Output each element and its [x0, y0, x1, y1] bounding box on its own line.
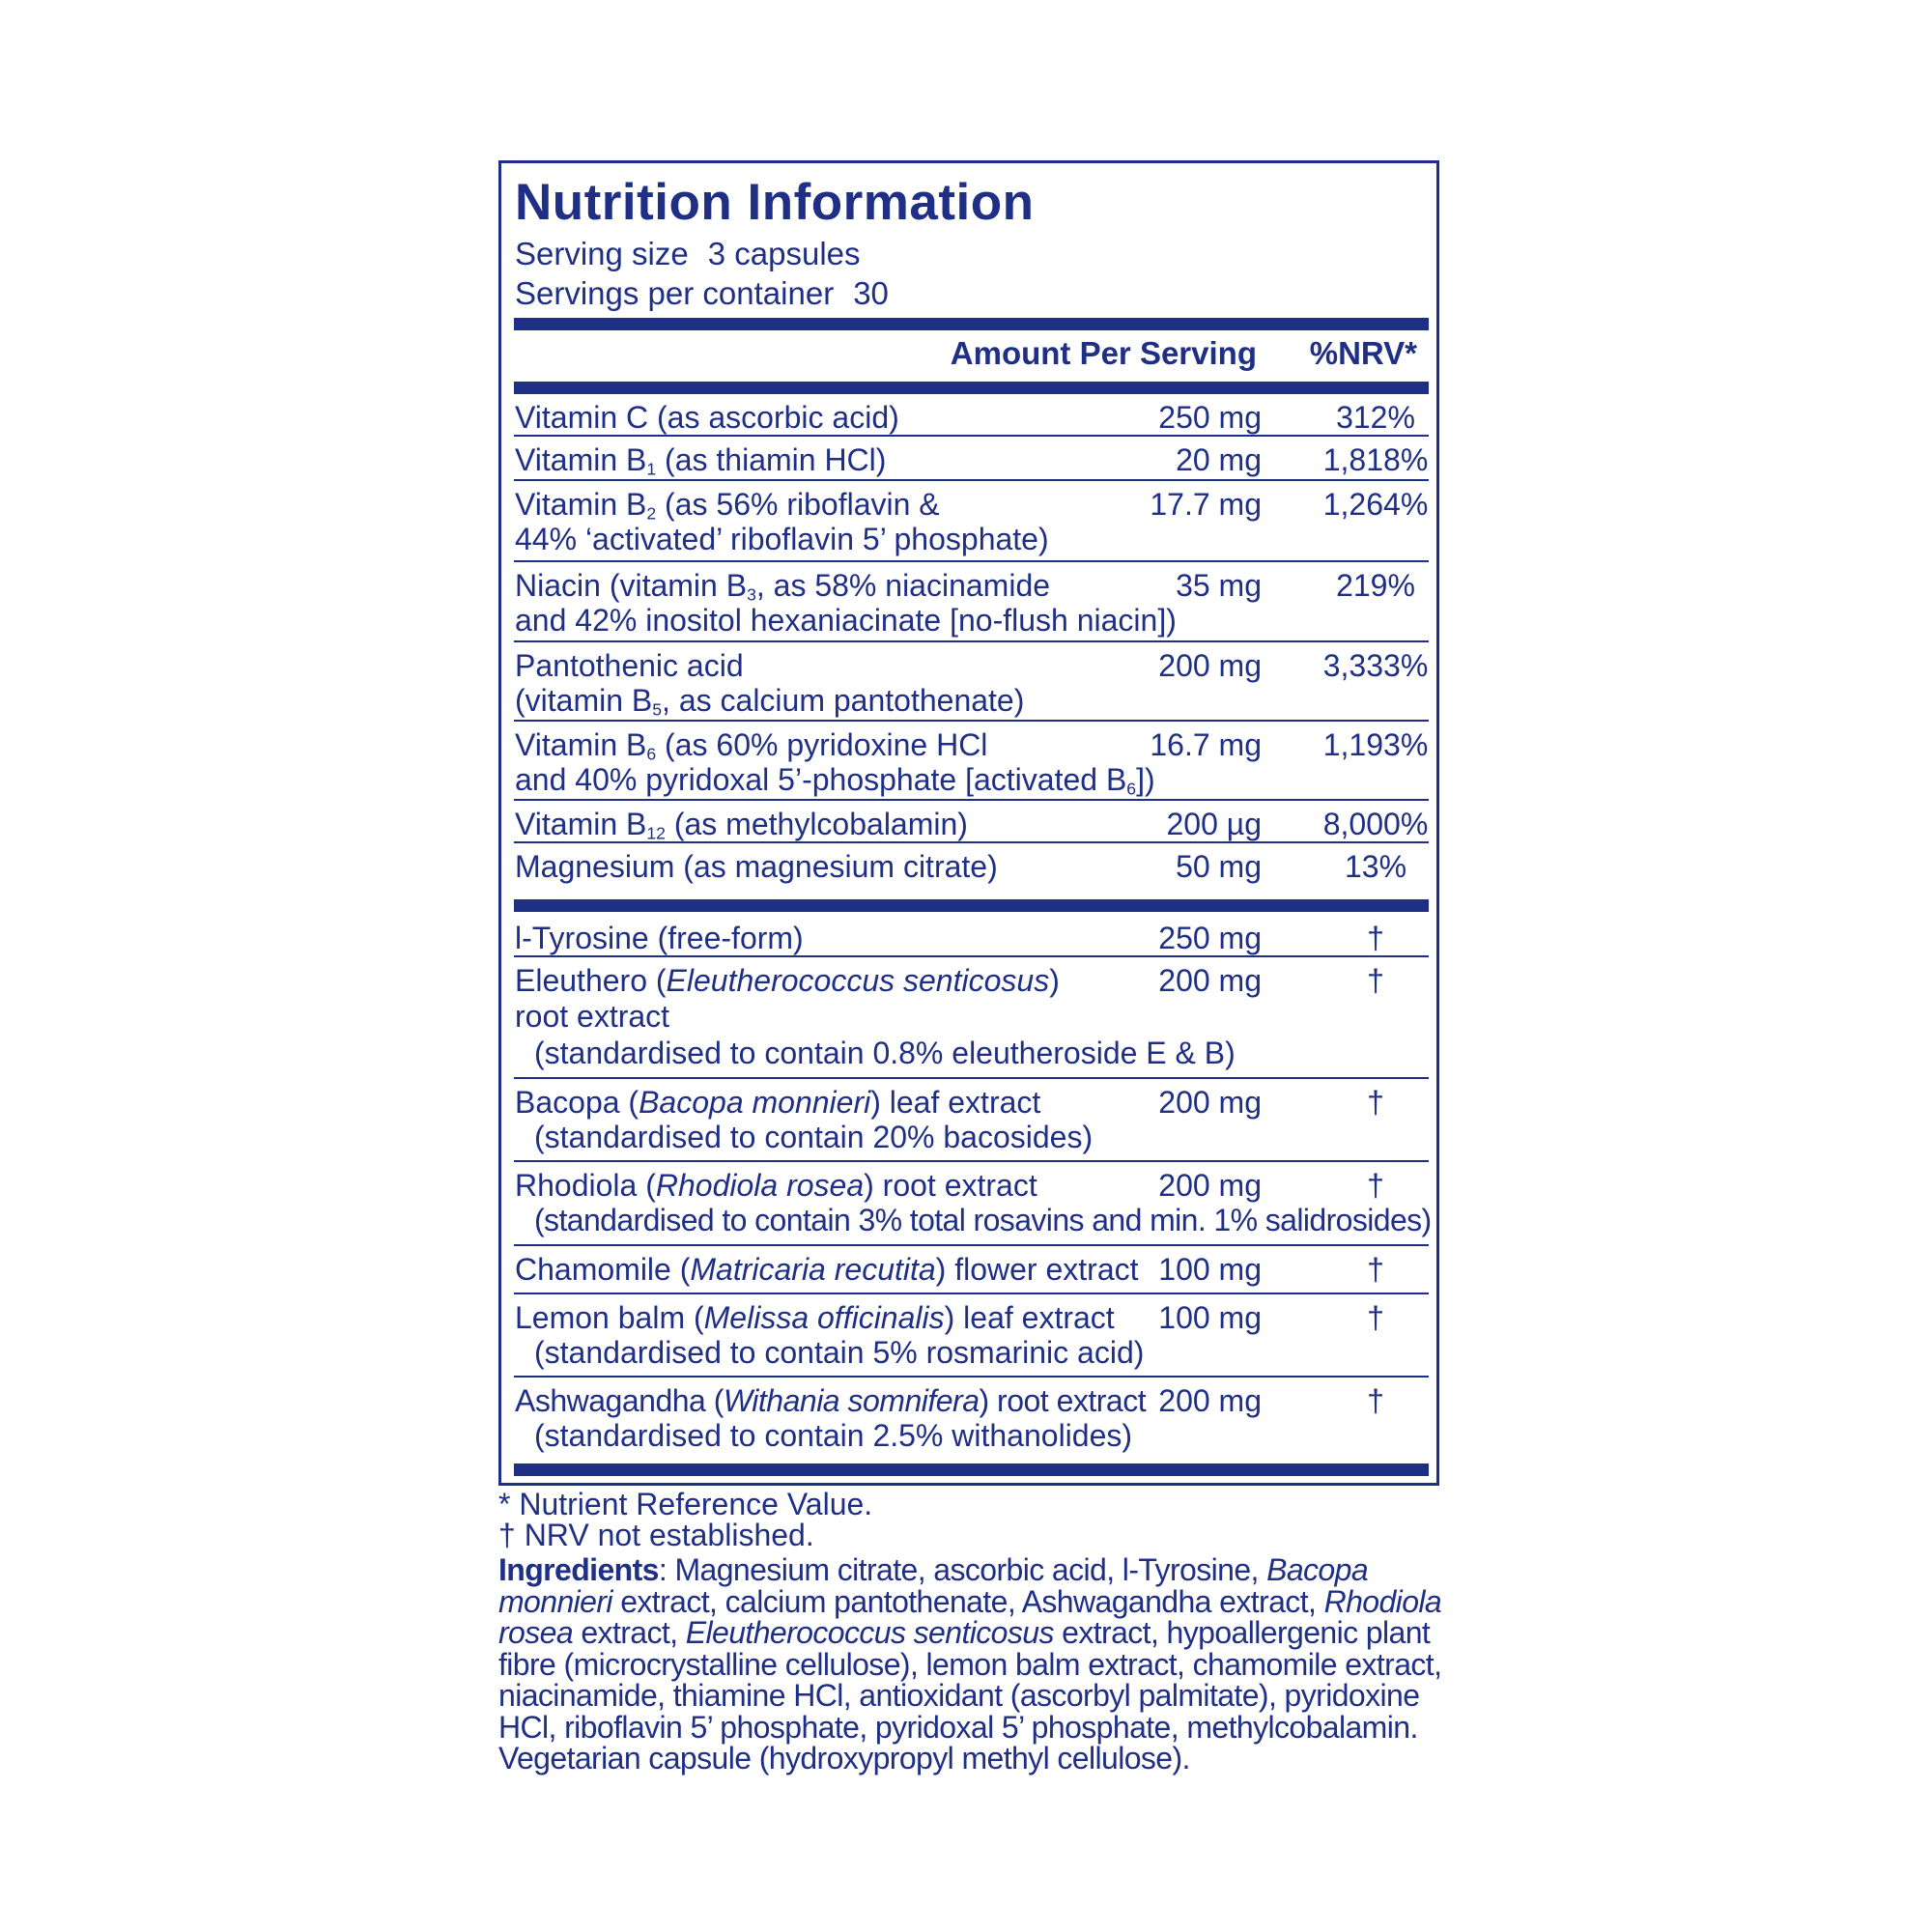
divider-bar — [514, 1463, 1429, 1476]
footnote-not-established: † NRV not established. — [498, 1518, 814, 1552]
table-row: Niacin (vitamin $B_3$, as 58% niacinamide and 42% inositol hexaniacinate [no-flush niacin]) 35 mg 219% — [514, 562, 1429, 642]
table-row: Bacopa (Bacopa monnieri) leaf extract (standardised to contain 20% bacosides) 200 mg † — [514, 1079, 1429, 1162]
panel-title: Nutrition Information — [515, 174, 1035, 231]
table-row: Pantothenic acid (vitamin $B_5$, as calcium pantothenate) 200 mg 3,333% — [514, 642, 1429, 722]
vitamin-rows — [514, 394, 1429, 888]
table-row: Rhodiola (Rhodiola rosea) root extract (standardised to contain 3% total rosavins and min. 1% salidrosides) 200 mg † — [514, 1162, 1429, 1246]
table-row: Vitamin $B_1$ (as thiamin HCl) 20 mg 1,818% — [514, 437, 1429, 481]
serving-size: Serving size 3 capsules — [515, 236, 861, 271]
footnote-nrv: * Nutrient Reference Value. — [498, 1487, 873, 1521]
divider-bar — [514, 899, 1429, 912]
table-row: Chamomile (Matricaria recutita) flower extract 100 mg † — [514, 1246, 1429, 1294]
ingredients-list: Ingredients: Magnesium citrate, ascorbic acid, l-Tyrosine, Bacopa monnieri extract, calcium pantothenate, Ashwagandha extract, Rhodiola rosea extract, Eleutherococcus senticosus extract, hypoallergenic plant fibre (microcrystalline cellulose), lemon balm extract, chamomile extract, niacinamide, thiamine HCl, antioxidant (ascorbyl palmitate), pyridoxine HCl, riboflavin 5’ phosphate, pyridoxal 5’ phosphate, methylcobalamin. Vegetarian capsule (hydroxypropyl methyl cellulose). — [498, 1552, 1442, 1776]
table-row: Eleuthero (Eleutherococcus senticosus) root extract (standardised to contain 0.8% eleutheroside E & B) 200 mg † — [514, 957, 1429, 1079]
footnotes — [498, 1489, 1445, 1775]
header-amount: Amount Per Serving — [950, 335, 1257, 371]
other-ingredient-rows — [514, 915, 1432, 1461]
table-row: Vitamin C (as ascorbic acid) 250 mg 312% — [514, 394, 1429, 437]
header-nrv: %NRV* — [1309, 335, 1417, 371]
table-row: Magnesium (as magnesium citrate) 50 mg 13% — [515, 849, 1407, 884]
table-row: Vitamin $B_2$ (as 56% riboflavin & 44% ‘activated’ riboflavin 5’ phosphate) 17.7 mg 1,264% — [514, 481, 1429, 562]
table-row: Vitamin $B_{12}$ (as methylcobalamin) 200 µg 8,000% — [514, 801, 1429, 843]
table-row: l-Tyrosine (free-form) 250 mg † — [514, 915, 1429, 957]
table-row: Vitamin $B_6$ (as 60% pyridoxine HCl and 40% pyridoxal 5’-phosphate [activated $B_6$]) 16.7 mg 1,193% — [514, 722, 1429, 801]
table-row: Ashwagandha (Withania somnifera) root extract (standardised to contain 2.5% withanolides) 200 mg † — [515, 1383, 1384, 1453]
table-row: Lemon balm (Melissa officinalis) leaf extract (standardised to contain 5% rosmarinic acid) 100 mg † — [514, 1294, 1429, 1378]
divider-bar — [514, 318, 1429, 330]
servings-per-container: Servings per container 30 — [515, 275, 889, 311]
divider-bar — [514, 382, 1429, 394]
nutrition-panel — [498, 160, 1439, 1486]
